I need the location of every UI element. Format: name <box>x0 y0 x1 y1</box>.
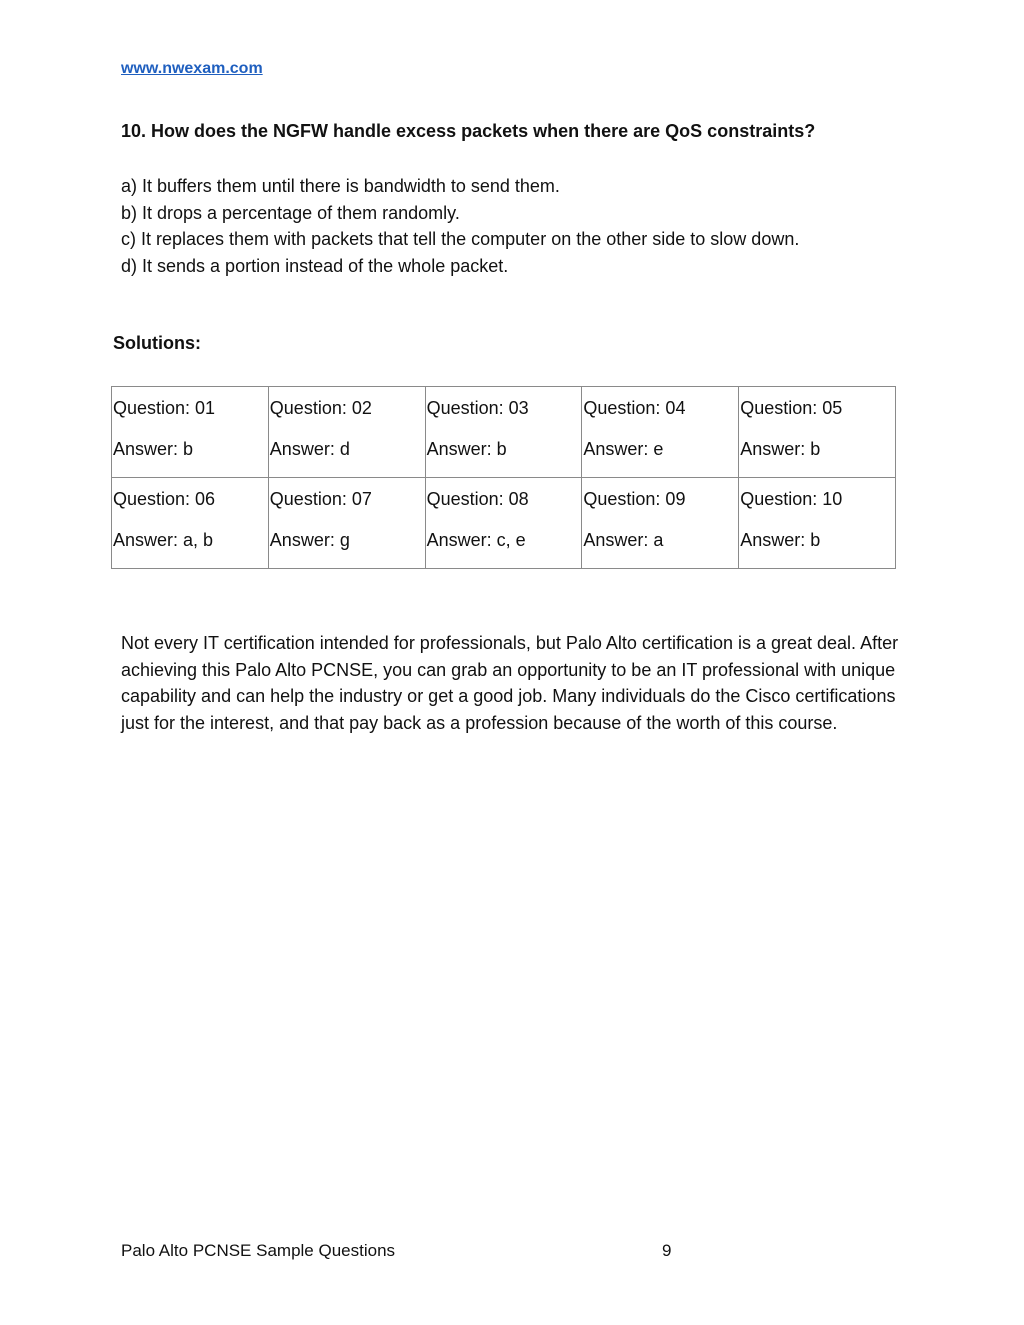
answer-value: Answer: c, e <box>426 530 526 550</box>
question-number: Question: 02 <box>269 398 372 418</box>
solution-cell <box>739 478 896 569</box>
answer-value: Answer: g <box>269 530 350 550</box>
table-row <box>112 478 896 569</box>
option-d: d) It sends a portion instead of the whole packet. <box>121 255 509 276</box>
answer-value: Answer: a, b <box>113 530 214 550</box>
question-number: Question: 01 <box>113 398 216 418</box>
answer-value: Answer: d <box>269 439 350 459</box>
solution-cell <box>582 478 739 569</box>
question-title: 10. How does the NGFW handle excess packets when there are QoS constraints? <box>121 121 816 141</box>
answer-value: Answer: b <box>113 439 194 459</box>
solution-cell <box>582 387 739 478</box>
solutions-heading: Solutions: <box>113 333 201 353</box>
answer-value: Answer: b <box>426 439 507 459</box>
page-number: 9 <box>662 1241 672 1260</box>
option-b: b) It drops a percentage of them randomly. <box>121 202 460 223</box>
option-a: a) It buffers them until there is bandwidth to send them. <box>121 176 560 196</box>
question-number: Question: 04 <box>583 398 686 418</box>
solution-cell <box>739 387 896 478</box>
site-link[interactable]: www.nwexam.com <box>121 60 263 77</box>
footer-title: Palo Alto PCNSE Sample Questions <box>121 1241 396 1260</box>
solution-cell <box>112 387 269 478</box>
question-number: Question: 05 <box>740 398 843 418</box>
solution-cell <box>425 387 582 478</box>
question-number: Question: 07 <box>269 489 372 509</box>
solution-cell <box>268 387 425 478</box>
table-row <box>112 387 896 478</box>
question-number: Question: 06 <box>113 489 216 509</box>
answer-value: Answer: e <box>583 439 664 459</box>
solution-cell <box>425 478 582 569</box>
answer-value: Answer: a <box>583 530 664 550</box>
solution-cell <box>112 478 269 569</box>
answer-value: Answer: b <box>740 439 821 459</box>
body-paragraph: Not every IT certification intended for professionals, but Palo Alto certification is a great deal. After achieving this Palo Alto PCNSE, you can grab an opportunity to be an IT professional with unique capability and can help the industry or get a good job. Many individuals do the Cisco certifications just for the interest, and that pay back as a profession because of the worth of this course. <box>121 633 899 733</box>
question-number: Question: 10 <box>740 489 843 509</box>
option-c: c) It replaces them with packets that tell the computer on the other side to slow down. <box>121 229 800 249</box>
question-number: Question: 03 <box>426 398 529 418</box>
answer-value: Answer: b <box>740 530 821 550</box>
answer-options <box>121 173 799 279</box>
question-number: Question: 09 <box>583 489 686 509</box>
solutions-table <box>111 386 896 569</box>
question-number: Question: 08 <box>426 489 529 509</box>
solution-cell <box>268 478 425 569</box>
